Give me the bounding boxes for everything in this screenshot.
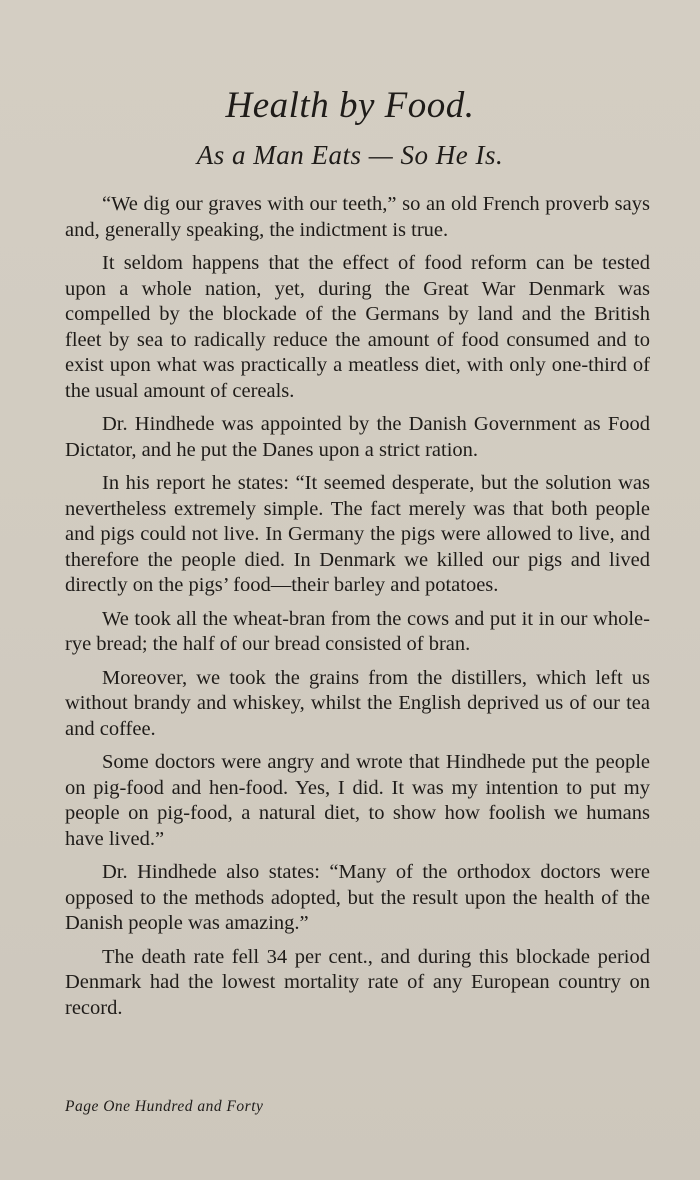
paragraph: Dr. Hindhede also states: “Many of the orthodox doctors were opposed to the methods adopted, but the result upon the health of the Danish people was amazing.” — [65, 861, 650, 934]
body-text — [65, 192, 650, 1021]
paragraph: “We dig our graves with our teeth,” so an old French proverb says and, generally speaking, the indictment is true. — [65, 193, 650, 241]
paragraph: We took all the wheat-bran from the cows and put it in our whole-rye bread; the half of our bread consisted of bran. — [65, 607, 650, 655]
paragraph: Moreover, we took the grains from the distillers, which left us without brandy and whiskey, whilst the English deprived us of our tea and coffee. — [65, 666, 650, 740]
page-number-label: Page One Hundred and Forty — [65, 1098, 264, 1115]
paragraph: It seldom happens that the effect of food reform can be tested upon a whole nation, yet, during the Great War Denmark was compelled by the blockade of the Germans by land and the British fleet by sea to radically reduce the amount of food consumed and to exist upon what was practically a meatless diet, with only one-third of the usual amount of cereals. — [65, 252, 650, 402]
paragraph: Some doctors were angry and wrote that Hindhede put the people on pig-food and hen-food. Yes, I did. It was my intention to put my people on pig-food, a natural diet, to show how foolish we humans have lived.” — [65, 751, 650, 850]
paragraph: In his report he states: “It seemed desperate, but the solution was nevertheless extremely simple. The fact merely was that both people and pigs could not live. In Germany the pigs were allowed to live, and therefore the people died. In Denmark we killed our pigs and lived directly on the pigs’ food—their barley and potatoes. — [65, 472, 650, 596]
page-title: Health by Food. — [225, 85, 475, 126]
page-subtitle: As a Man Eats — So He Is. — [196, 140, 504, 170]
paragraph: The death rate fell 34 per cent., and during this blockade period Denmark had the lowest mortality rate of any European country on record. — [65, 945, 650, 1019]
paragraph: Dr. Hindhede was appointed by the Danish Government as Food Dictator, and he put the Danes upon a strict ration. — [65, 413, 650, 461]
